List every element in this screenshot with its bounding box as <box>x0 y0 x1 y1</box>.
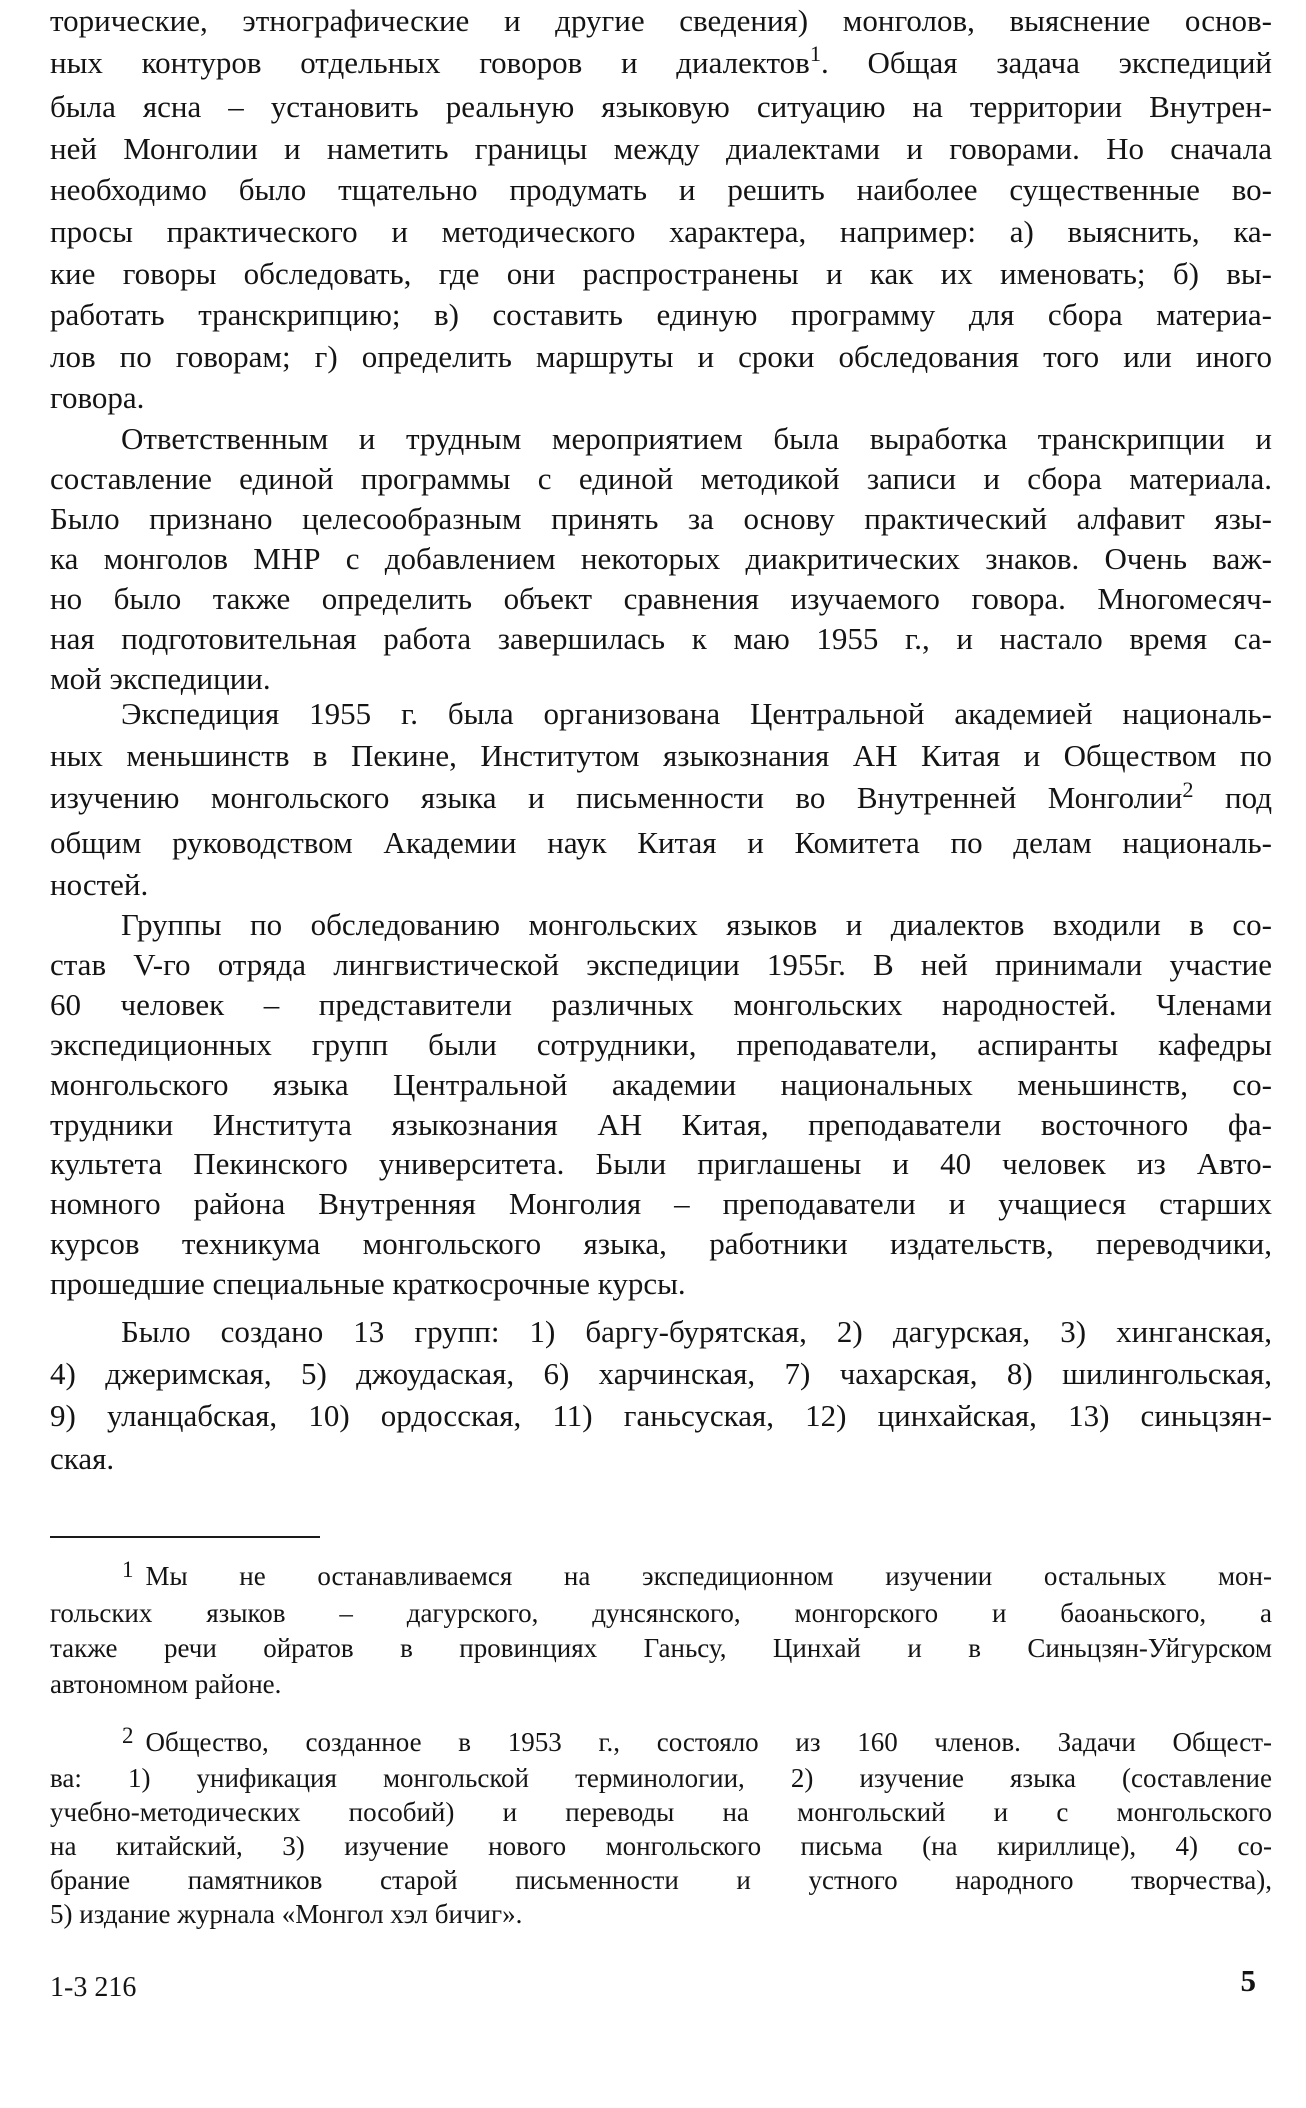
text-line <box>50 42 1272 87</box>
text-line: 60 человек – представители различных монгольских народностей. Членами <box>50 986 1272 1022</box>
paragraph <box>50 693 1272 906</box>
footnote-marker: 1 <box>122 1556 134 1582</box>
text-line: ных меньшинств в Пекине, Институтом языкознания АН Китая и Обществом по <box>50 738 1272 774</box>
text-line: торические, этнографические и другие сведения) монголов, выяснение основ- <box>50 3 1272 38</box>
footnote <box>50 1722 1272 1931</box>
text-line <box>50 777 1272 822</box>
paragraph <box>50 1311 1272 1480</box>
text-line: Ответственным и трудным мероприятием была выработка транскрипции и <box>121 421 1272 456</box>
text-line: ностей. <box>50 867 149 903</box>
text-line: экспедиционных групп были сотрудники, преподаватели, аспиранты кафедры <box>50 1026 1272 1062</box>
footnote <box>50 1556 1272 1702</box>
text-line: общим руководством Академии наук Китая и Комитета по делам националь- <box>50 825 1272 861</box>
text-line: ней Монголии и наметить границы между диалектами и говорами. Но сначала <box>50 130 1272 166</box>
text-line: курсов техникума монгольского языка, работники издательств, переводчики, <box>50 1226 1272 1262</box>
text-line: мой экспедиции. <box>50 661 271 696</box>
text-fragment: изучению монгольского языка и письменности во Внутренней Монголии <box>50 780 1183 816</box>
paragraph <box>50 419 1272 699</box>
text-line: прошедшие специальные краткосрочные курсы. <box>50 1266 686 1302</box>
footnote-separator <box>50 1536 320 1538</box>
text-line: 4) джеримская, 5) джоудаская, 6) харчинская, 7) чахарская, 8) шилингольская, <box>50 1356 1272 1392</box>
text-line: учебно-методических пособий) и переводы на монгольский и с монгольского <box>50 1797 1272 1827</box>
text-line: автономном районе. <box>50 1668 282 1699</box>
text-line: но было также определить объект сравнения изучаемого говора. Многомесяч- <box>50 581 1272 616</box>
text-line: была ясна – установить реальную языковую ситуацию на территории Внутрен- <box>50 89 1272 125</box>
text-line: Экспедиция 1955 г. была организована Центральной академией националь- <box>121 696 1272 731</box>
text-fragment: Общество, созданное в 1953 г., состояло из 160 членов. Задачи Общест- <box>145 1727 1272 1757</box>
text-line: Группы по обследованию монгольских языков и диалектов входили в со- <box>121 907 1272 942</box>
text-line: гольских языков – дагурского, дунсянского, монгорского и баоаньского, а <box>50 1597 1272 1628</box>
text-line: лов по говорам; г) определить маршруты и сроки обследования того или иного <box>50 338 1272 374</box>
text-line: ва: 1) унификация монгольской терминологии, 2) изучение языка (составление <box>50 1763 1272 1793</box>
text-line <box>50 1556 1272 1596</box>
text-fragment: Мы не останавливаемся на экспедиционном изучении остальных мон- <box>145 1561 1272 1591</box>
text-fragment: под <box>1193 780 1272 816</box>
text-line: став V-го отряда лингвистической экспедиции 1955г. В ней принимали участие <box>50 946 1272 982</box>
footnote-marker: 2 <box>122 1722 134 1748</box>
text-line: составление единой программы с единой методикой записи и сбора материала. <box>50 461 1272 496</box>
footnote-ref: 1 <box>809 41 821 67</box>
text-line: 9) уланцабская, 10) ордосская, 11) ганьсуская, 12) цинхайская, 13) синьцзян- <box>50 1398 1272 1434</box>
text-line: необходимо было тщательно продумать и решить наиболее существенные во- <box>50 172 1272 208</box>
text-fragment: ных контуров отдельных говоров и диалектов <box>50 44 810 80</box>
text-line: трудники Института языкознания АН Китая, преподаватели восточного фа- <box>50 1106 1272 1142</box>
text-line: говора. <box>50 380 145 416</box>
paragraph <box>50 0 1272 419</box>
text-fragment: . Общая задача экспедиций <box>820 44 1272 80</box>
paragraph <box>50 905 1272 1304</box>
page-number: 5 <box>1240 1963 1256 1998</box>
text-line: просы практического и методического характера, например: а) выяснить, ка- <box>50 213 1272 249</box>
text-line: ная подготовительная работа завершилась к маю 1955 г., и настало время са- <box>50 621 1272 656</box>
text-line: монгольского языка Центральной академии национальных меньшинств, со- <box>50 1066 1272 1102</box>
text-line: ская. <box>50 1440 115 1476</box>
printer-signature: 1-3 216 <box>50 1972 137 2003</box>
text-line: культета Пекинского университета. Были приглашены и 40 человек из Авто- <box>50 1146 1272 1182</box>
text-line: Было создано 13 групп: 1) баргу-бурятская, 2) дагурская, 3) хинганская, <box>121 1314 1272 1349</box>
text-line: также речи ойратов в провинциях Ганьсу, Цинхай и в Синьцзян-Уйгурском <box>50 1633 1272 1664</box>
text-line: работать транскрипцию; в) составить единую программу для сбора материа- <box>50 297 1272 333</box>
text-line: кие говоры обследовать, где они распространены и как их именовать; б) вы- <box>50 255 1272 291</box>
text-line: номного района Внутренняя Монголия – преподаватели и учащиеся старших <box>50 1186 1272 1222</box>
footnote-ref: 2 <box>1182 777 1194 803</box>
text-line: Было признано целесообразным принять за основу практический алфавит язы- <box>50 501 1272 536</box>
text-line: ка монголов МНР с добавлением некоторых диакритических знаков. Очень важ- <box>50 541 1272 576</box>
text-line: 5) издание журнала «Монгол хэл бичиг». <box>50 1899 523 1929</box>
text-line <box>50 1722 1272 1761</box>
text-line: на китайский, 3) изучение нового монгольского письма (на кириллице), 4) со- <box>50 1831 1272 1861</box>
text-line: брание памятников старой письменности и устного народного творчества), <box>50 1865 1272 1895</box>
